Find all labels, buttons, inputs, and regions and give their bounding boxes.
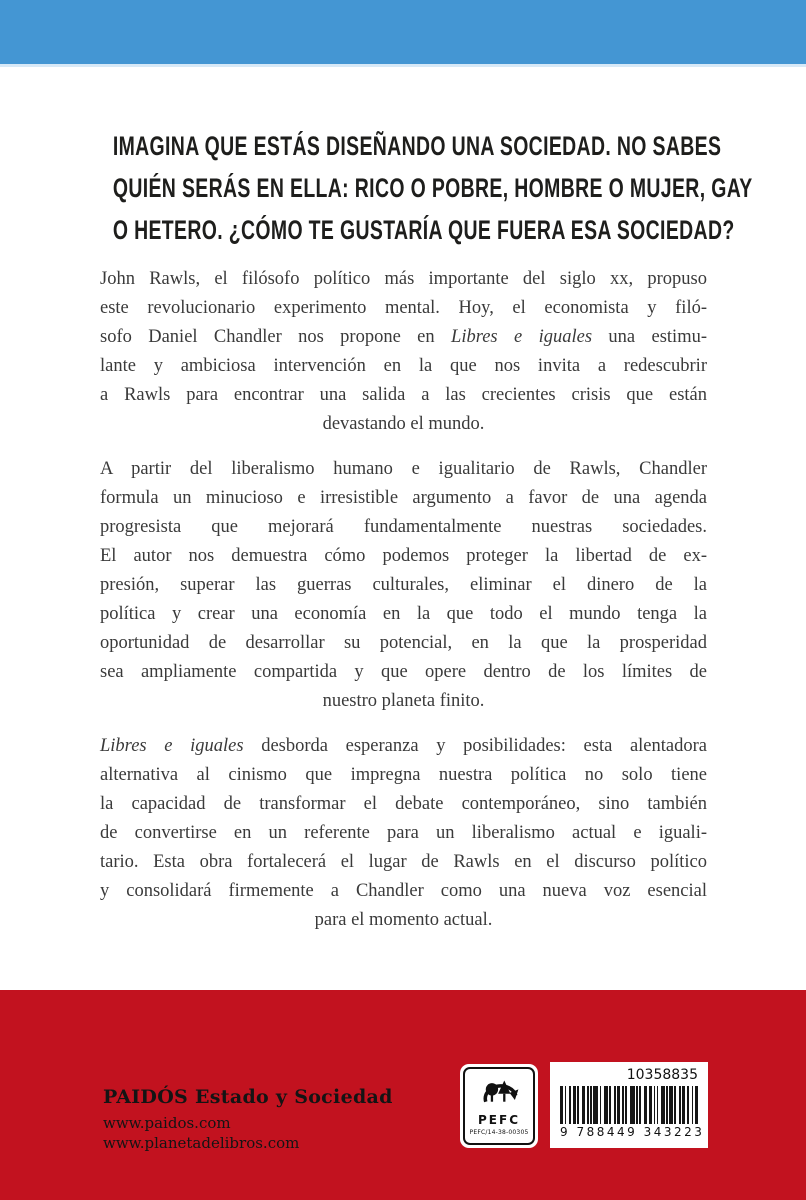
text-line: progresista que mejorará fundamentalmente nuestras sociedades.: [100, 517, 707, 537]
pefc-label: [460, 1064, 538, 1148]
text-line: política y crear una economía en la que todo el mundo tenga la: [100, 604, 707, 624]
text-line: John Rawls, el filósofo político más importante del siglo xx, propuso: [100, 269, 707, 289]
collection-name: PAIDÓS Estado y Sociedad: [103, 1086, 393, 1108]
text-line: A partir del liberalismo humano e igualitario de Rawls, Chandler: [100, 459, 707, 479]
product-code: 10358835: [626, 1067, 698, 1083]
text-line: la capacidad de transformar el debate contemporáneo, sino también: [100, 794, 707, 814]
top-color-band: [0, 0, 806, 67]
paragraph: [100, 265, 707, 439]
back-cover-text: [100, 265, 707, 935]
headline-line: IMAGINA QUE ESTÁS DISEÑANDO UNA SOCIEDAD. NO SABES: [112, 131, 722, 161]
text-line: a Rawls para encontrar una salida a las crecientes crisis que están: [100, 385, 707, 405]
paragraph: [100, 455, 707, 716]
barcode-bars: [560, 1086, 698, 1124]
isbn-number: 9 788449 343223: [560, 1125, 705, 1139]
text-line: este revolucionario experimento mental. Hoy, el economista y filó-: [100, 298, 707, 318]
text-line: nuestro planeta finito.: [322, 691, 485, 711]
text-line: de convertirse en un referente para un liberalismo actual e iguali-: [100, 823, 707, 843]
text-line: devastando el mundo.: [322, 414, 485, 434]
headline-line: QUIÉN SERÁS EN ELLA: RICO O POBRE, HOMBRE O MUJER, GAY: [112, 173, 753, 203]
text-line: oportunidad de desarrollar su potencial, en la que la prosperidad: [100, 633, 707, 653]
text-line: Libres e iguales desborda esperanza y posibilidades: esta alentadora: [100, 736, 707, 756]
bottom-color-band: [0, 990, 806, 1200]
text-line: para el momento actual.: [314, 910, 493, 930]
publisher-url: www.planetadelibros.com: [103, 1134, 300, 1152]
text-line: El autor nos demuestra cómo podemos proteger la libertad de ex-: [100, 546, 707, 566]
headline: [112, 125, 753, 251]
back-cover-body: [0, 67, 806, 990]
text-line: presión, superar las guerras culturales, eliminar el dinero de la: [100, 575, 707, 595]
publisher-url: www.paidos.com: [103, 1114, 231, 1132]
text-line: lante y ambiciosa intervención en la que nos invita a redescubrir: [100, 356, 707, 376]
text-line: sofo Daniel Chandler nos propone en Libres e iguales una estimu-: [100, 327, 707, 347]
text-line: tario. Esta obra fortalecerá el lugar de Rawls en el discurso político: [100, 852, 707, 872]
text-line: sea ampliamente compartida y que opere dentro de los límites de: [100, 662, 707, 682]
text-line: y consolidará firmemente a Chandler como una nueva voz esencial: [100, 881, 707, 901]
paragraph: [100, 732, 707, 935]
imprint-block: [103, 1086, 393, 1153]
pefc-name: PEFC: [478, 1112, 520, 1127]
headline-line: O HETERO. ¿CÓMO TE GUSTARÍA QUE FUERA ESA SOCIEDAD?: [112, 215, 735, 245]
pefc-cert-number: PEFC/14-38-00305: [469, 1128, 529, 1136]
pefc-trees-icon: [476, 1077, 522, 1112]
barcode-label: [550, 1062, 708, 1148]
text-line: alternativa al cinismo que impregna nuestra política no solo tiene: [100, 765, 707, 785]
text-line: formula un minucioso e irresistible argumento a favor de una agenda: [100, 488, 707, 508]
pefc-label-frame: [463, 1067, 535, 1145]
